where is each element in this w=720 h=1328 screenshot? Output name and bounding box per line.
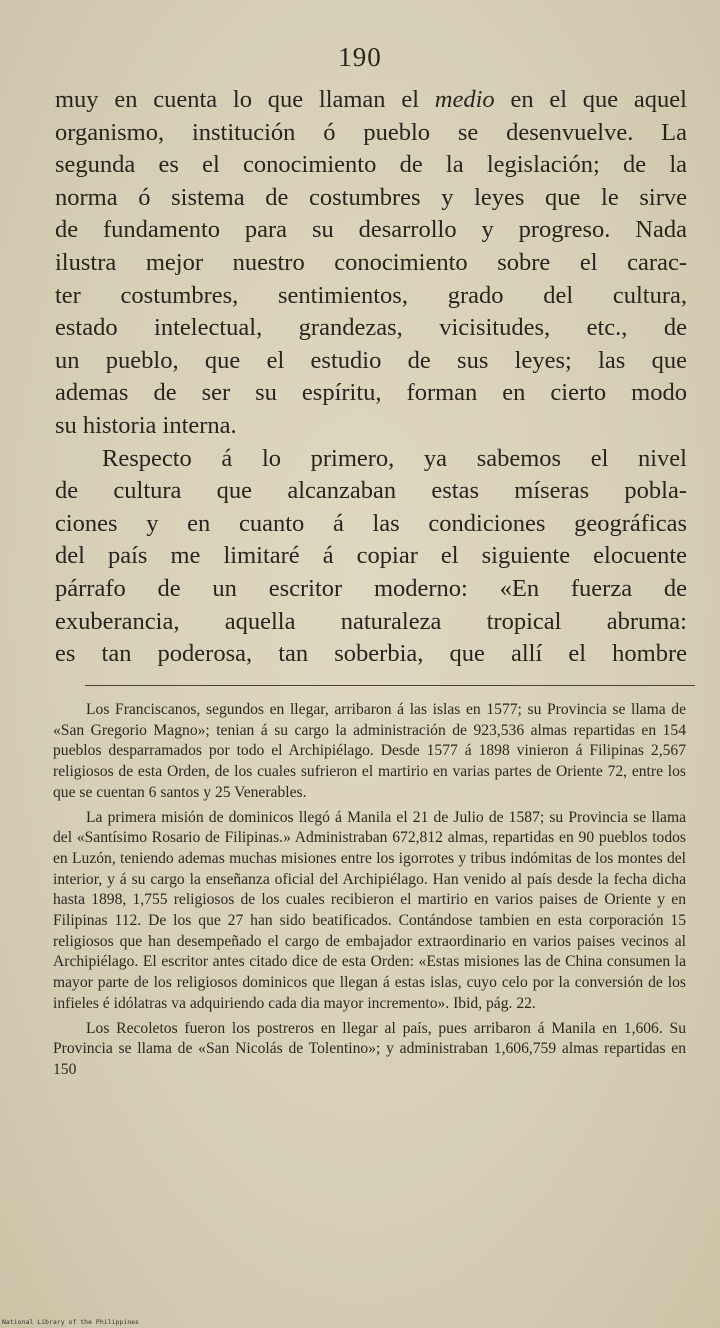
text-line-6: ilustra mejor nuestro conocimiento sobre el carac- (55, 248, 687, 276)
text-line-7: ter costumbres, sentimientos, grado del cultura, (55, 281, 687, 309)
footnote-recoletos: Los Recoletos fueron los postreros en llegar al país, pues arribaron á Manila en 1,606. Su Provincia se llama de «San Nicolás de Tolentino»; y administraban 1,606,759 almas repartidas en 150 (53, 1019, 686, 1078)
text-line-1: muy en cuenta lo que llaman el medio en el que aquel (55, 86, 687, 113)
text-line-17: exuberancia, aquella naturaleza tropical abruma: (55, 607, 687, 635)
footnote-dominicos: La primera misión de dominicos llegó á Manila el 21 de Julio de 1587; su Provincia se llama del «Santísimo Rosario de Filipinas.» Administraban 672,812 almas, repartidas en 90 pueblos todos en Luzón, teniendo ademas muchas misiones entre los igorrotes y tribus indómitas de los montes del interior, y á su cargo la enseñanza oficial del Archipiélago. Han venido al país desde la fecha dicha hasta 1898, 1,755 religiosos de los cuales recibieron el martirio en varios paises de Oriente y en Filipinas 112. De los que 27 han sido beatificados. Contándose tambien en esta corporación 15 religiosos que han desempeñado el cargo de embajador extraordinario en varios paises vecinos al Archipiélago. El escritor antes citado dice de esta Orden: «Estas misiones las de China consumen la mayor parte de los religiosos dominicos que llegan á estas islas, cuyo celo por la conversión de los infieles é idólatras va adquiriendo cada dia mayor incremento». Ibid, pág. 22. (53, 808, 686, 1012)
text-line-16: párrafo de un escritor moderno: «En fuerza de (55, 574, 687, 602)
library-credit: National Library of the Philippines (2, 1318, 139, 1326)
text-line-5: de fundamento para su desarrollo y progreso. Nada (55, 216, 687, 244)
text-line-14: ciones y en cuanto á las condiciones geográficas (55, 509, 687, 537)
text-line-8: estado intelectual, grandezas, vicisitudes, etc., de (55, 314, 687, 342)
text-line-18: es tan poderosa, tan soberbia, que allí el hombre (55, 640, 687, 668)
text-line-12: Respecto á lo primero, ya sabemos el nivel (102, 444, 687, 472)
text-line-9: un pueblo, que el estudio de sus leyes; las que (55, 346, 687, 374)
text-line-13: de cultura que alcanzaban estas míseras pobla- (55, 477, 687, 505)
main-text-block (55, 84, 687, 671)
page-number: 190 (338, 42, 382, 72)
text-line-3: segunda es el conocimiento de la legislación; de la (55, 151, 687, 179)
footnote-divider (85, 685, 695, 686)
text-line-11: su historia interna. (55, 411, 237, 439)
footnote-franciscanos: Los Franciscanos, segundos en llegar, arribaron á las islas en 1577; su Provincia se llama de «San Gregorio Magno»; tenian á su cargo la administración de 923,536 almas repartidas en 154 pueblos desparramados por todo el Archipiélago. Desde 1577 á 1898 vinieron á Filipinas 2,567 religiosos de esta Orden, de los cuales sufrieron el martirio en varias partes de Oriente 72, entre los que se cuentan 6 santos y 25 Venerables. (53, 701, 686, 801)
text-line-10: ademas de ser su espíritu, forman en cierto modo (55, 379, 687, 407)
footnotes (53, 700, 686, 1081)
italic-word: medio (434, 86, 495, 113)
text-line-2: organismo, institución ó pueblo se desenvuelve. La (55, 118, 687, 146)
text-line-4: norma ó sistema de costumbres y leyes que le sirve (55, 183, 687, 211)
text-line-15: del país me limitaré á copiar el siguiente elocuente (55, 542, 687, 570)
